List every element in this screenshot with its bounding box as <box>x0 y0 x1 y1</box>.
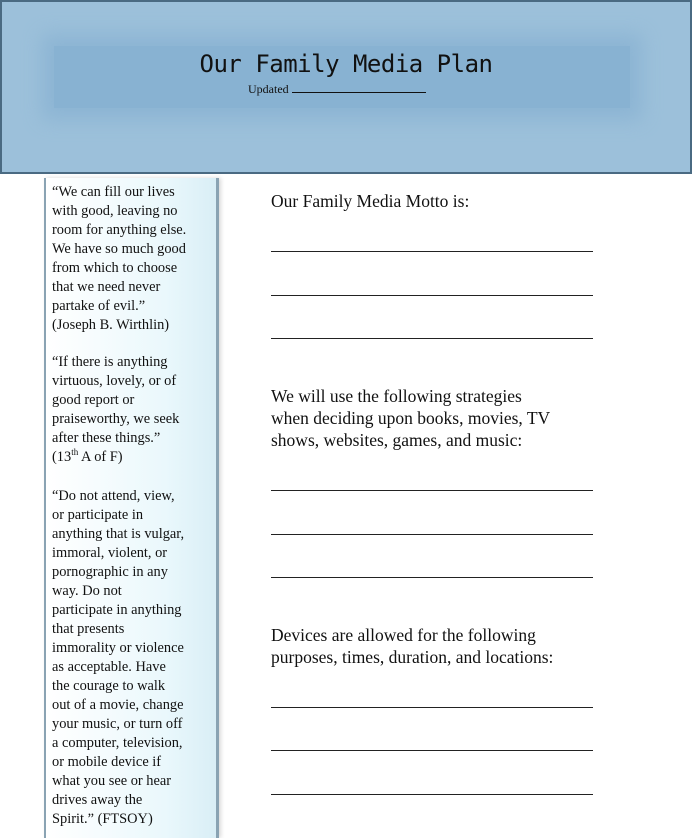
devices-heading: Devices are allowed for the following purposes, times, duration, and locations: <box>271 625 554 667</box>
strategies-blank-line[interactable] <box>271 534 593 535</box>
updated-label: Updated <box>248 82 289 96</box>
strategies-heading: We will use the following strategies when deciding upon books, movies, TV shows, websites, games, and music: <box>271 386 551 450</box>
quote-aof-superscript: th <box>71 447 79 458</box>
quote-aof-text: “If there is anything virtuous, lovely, or of good report or praiseworthy, we seek after these things.” (13 <box>52 354 180 465</box>
page-title: Our Family Media Plan <box>199 50 493 78</box>
quote-articles-of-faith <box>52 353 217 467</box>
devices-blank-line[interactable] <box>271 707 593 708</box>
motto-blank-line[interactable] <box>271 295 593 296</box>
devices-blank-line[interactable] <box>271 750 593 751</box>
strategies-blank-line[interactable] <box>271 577 593 578</box>
motto-blank-line[interactable] <box>271 251 593 252</box>
devices-blank-line[interactable] <box>271 794 593 795</box>
strategies-blank-line[interactable] <box>271 490 593 491</box>
updated-blank-line[interactable] <box>292 82 426 93</box>
quote-aof-source: A of F) <box>78 449 123 465</box>
quote-ftsoy: “Do not attend, view, or participate in anything that is vulgar, immoral, violent, or pornographic in any way. Do not participate in anything that presents immorality or violence as acceptable. Have the courage to walk out of a movie, change your music, or turn off a computer, television, or mobile device if what you see or hear drives away the Spirit.” (FTSOY) <box>52 488 185 827</box>
motto-blank-line[interactable] <box>271 338 593 339</box>
motto-heading: Our Family Media Motto is: <box>271 191 470 211</box>
header-banner <box>0 0 692 174</box>
updated-field <box>248 82 426 97</box>
quote-wirthlin: “We can fill our lives with good, leaving no room for anything else. We have so much good from which to choose that we need never partake of evil.” (Joseph B. Wirthlin) <box>52 184 187 333</box>
